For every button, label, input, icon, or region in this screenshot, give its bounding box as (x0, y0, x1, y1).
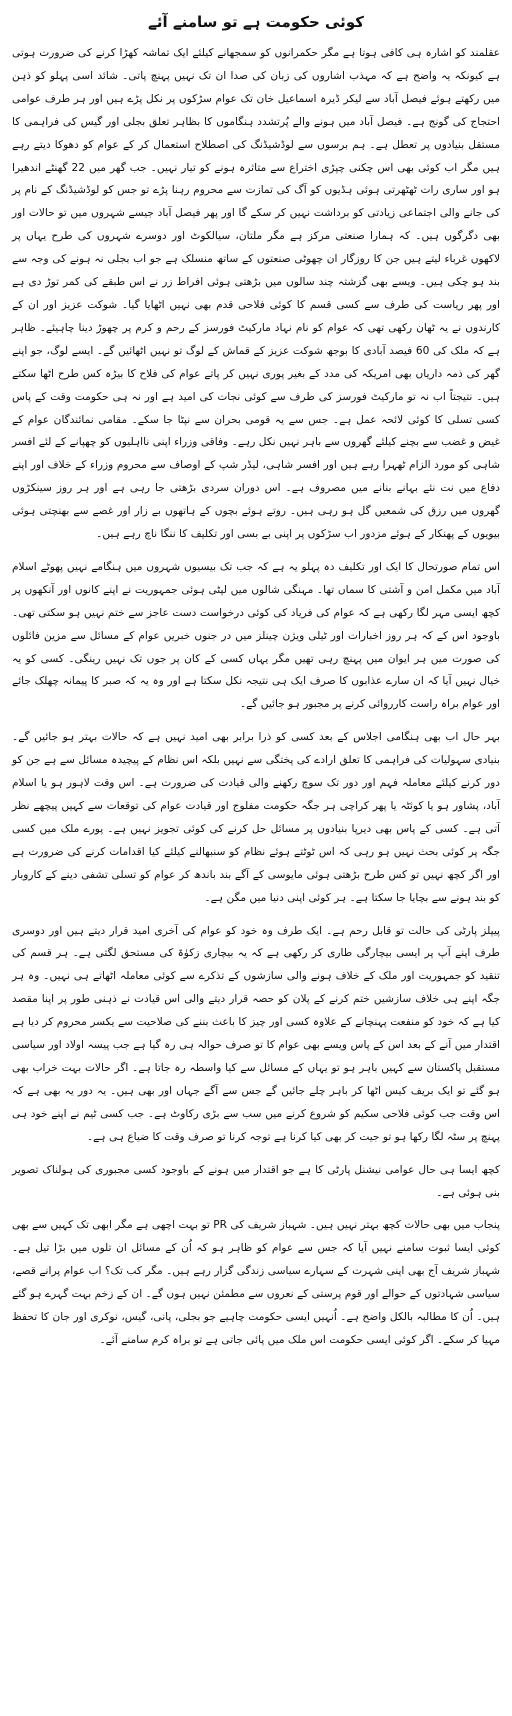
article-paragraph: اس تمام صورتحال کا ایک اور تکلیف دہ پہلو یہ ہے کہ جب تک بیسیوں شہروں میں ہنگامے نہیں پھوٹے اسلام آباد میں مکمل امن و آشتی کا سماں تھا۔ مہنگی شالوں میں لپٹی ہوئی جمہوریت نے اپنے کانوں اور آنکھوں پر کچھ ایسی مہر لگا رکھی ہے کہ عوام کی فریاد کی کوئی درخواست دست عاجز سے ختم نہیں ہو سکتی تھی۔ باوجود اس کے کہ ہر روز اخبارات اور ٹیلی ویژن چینلز میں در جنوں خبریں عوام کے مسائل سے مزین فائلوں کی صورت میں ہر ایوان میں پہنچ رہی تھیں مگر یہاں کسی کے کان پر جوں تک نہیں رینگی۔ کسی کو یہ خیال نہیں آیا کہ ان سارے عذابوں کا صرف ایک ہی نتیجہ نکل سکتا ہے اور وہ یہ کہ صبر کا پیمانہ چھلک جائے اور عوام براہ راست کارروائی کرنے پر مجبور ہو جائیں گے۔ (12, 560, 500, 711)
article-paragraph: پیپلز پارٹی کی حالت تو قابل رحم ہے۔ ایک طرف وہ خود کو عوام کی آخری امید قرار دیتے ہیں اور دوسری طرف اپنے آپ پر ایسی بیچارگی طاری کر رکھی ہے کہ یہ بیچاری زکوٰۃ کی مستحق لگتی ہے۔ ہر قسم کی تنقید کو جمہوریت اور ملک کے خلاف ہونے والی سازشوں کے تذکرے سے کوئی معاملہ اٹھاتے ہی نہیں۔ وہ ہر جگہ اپنے ہی خلاف سازشیں ختم کرنے کے پلان کو حصہ قرار دیتے والی اس قیادت نے ذہنی طور پر اپنا مقصد کیا ہے کہ خود کو منفعت پہنچانے کے علاوہ کسی اور چیز کا باعث بننے کی صلاحیت سے یکسر محروم کر دیا ہے اقتدار میں آنے کے بعد اس کے پاس ویسے بھی عوام کا تو صرف حوالہ ہی رہ گیا ہے جب پیسہ اولاد اور سیاسی مستقبل پاکستان سے کہیں باہر ہو تو یہاں کے مسائل سے کیا واسطہ رہ جاتا ہے۔ اگر حالات بہت خراب بھی ہو گئے تو ایک بریف کیس اٹھا کر باہر چلے جائیں گے جس سے آگے جہاں اور بھی ہیں۔ یہ دور یہ بھی ہے کہ اس وقت جب کوئی فلاحی سکیم کو شروع کرنے میں سب سے بڑی رکاوٹ ہے۔ جب کسی ٹیم نے اپنے خود ہی پہنچ پر سٹہ لگا رکھا ہو تو جیت کر بھی کیا کرنا ہے توجہ کرنا تو صرف وقت کا ضیاع ہی ہے۔ (12, 924, 500, 1143)
article-title: کوئی حکومت ہے تو سامنے آئے (148, 13, 364, 31)
article-paragraph: پنجاب میں بھی حالات کچھ بہتر نہیں ہیں۔ شہباز شریف کی PR تو بہت اچھی ہے مگر ابھی تک کہیں سے بھی کوئی ایسا ثبوت سامنے نہیں آیا کہ جس سے عوام کو ظاہر ہو کہ اُن کے مسائل ان تلوں میں بڑا تیل ہے۔ شہباز شریف آج بھی اپنی شہرت کے سہارے سیاسی زندگی گزار رہے ہیں۔ مگر کب تک؟ اب عوام پرانے قصے، سیاسی شہادتوں کے حوالے اور قوم پرستی کے نعروں سے مطمئن نہیں ہوں گے۔ ان کے زخم بہت گہرے ہو گئے ہیں۔ اُن کا مطالبہ بالکل واضح ہے۔ اُنہیں ایسی حکومت چاہیے جو بجلی، پانی، گیس، نوکری اور جان کا تحفظ مہیا کر سکے۔ اگر کوئی ایسی حکومت اس ملک میں پائی جاتی ہے تو براہ کرم سامنے آئے۔ (12, 1219, 500, 1346)
article-paragraph: عقلمند کو اشارہ ہی کافی ہوتا ہے مگر حکمرانوں کو سمجھانے کیلئے ایک تماشہ کھڑا کرنے کی ضرورت ہوتی ہے کیونکہ یہ واضح ہے کہ مہذب اشاروں کی زبان کی صدا ان تک نہیں پہنچ پاتی۔ شائد اسی پہلو کو ذہن میں رکھتے ہوئے فیصل آباد سے لیکر ڈیرہ اسماعیل خان تک عوام سڑکوں پر نکل پڑے ہیں اور ہر طرف عوامی احتجاج کی گونج ہے۔ فیصل آباد میں ہونے والے پُرتشدد ہنگاموں کا بظاہر تعلق بجلی اور گیس کی فراہمی کا مستقل بنیادوں پر تعطل ہے۔ ہم برسوں سے لوڈشیڈنگ کی اصطلاح استعمال کر کے عوام کو دھوکا دیتے رہے ہیں مگر اب کوئی بھی اس چکنی چپڑی اختراع سے متاثرہ ہونے کو تیار نہیں۔ جب گھر میں 22 گھنٹے اندھیرا ہو اور ساری رات ٹھٹھرتی ہوئی ہڈیوں کو آگ کی تمازت سے محروم رہنا پڑے تو جس کو لوڈشیڈنگ کے نام پر کی جانے والی اجتماعی زیادتی کو برداشت نہیں کر سکے گا اور پھر فیصل آباد جیسے شہروں میں تو حالات اور بھی دگرگوں ہیں۔ کہ ہمارا صنعتی مرکز ہے مگر ملتان، سیالکوٹ اور دوسرے شہروں کی طرح یہاں پر لاکھوں غرباء لیتے ہیں جن کا روزگار ان چھوٹی صنعتوں کے ساتھ منسلک ہے جو اب بجلی نہ ہونے کی وجہ سے بند ہو چکی ہیں۔ ویسے بھی گزشتہ چند سالوں میں بڑھتی ہوئی افراط زر نے اس طبقے کی کمر توڑ دی ہے اور پھر ریاست کی طرف سے کسی قسم کا کوئی فلاحی قدم بھی نہیں اٹھایا گیا۔ شوکت عزیز اور ان کے کارندوں نے یہ ٹھان رکھی تھی کہ عوام کو نام نہاد مارکیٹ فورسز کے رحم و کرم پر چھوڑ دینا چاہیئے۔ ظاہر ہے کہ ملک کی 60 فیصد آبادی کا بوجھ شوکت عزیز کے قماش کے لوگ تو نہیں اٹھائیں گے۔ ایسے لوگ، جو اپنے گھر کی ذمہ داریاں بھی امریکہ کی مدد کے بغیر پوری نہیں کر پاتے عوام کی فلاح کا بیڑہ کس طرح اٹھا سکتے ہیں۔ نتیجتاً اب نہ تو مارکیٹ فورسز کی طرف سے کوئی نجات کی امید ہے اور نہ ہی حکومت وقت کے پاس کسی تسلی کا کوئی لائحہ عمل ہے۔ جس سے یہ قومی بحران سے نپٹا جا سکے۔ مقامی نمائندگان عوام کے غیض و غضب سے بچنے کیلئے گھروں سے باہر نہیں نکل رہے۔ وفاقی وزراء اپنی نااہلیوں کو چھپانے کے لئے افسر شاہی کو مورد الزام ٹھہرا رہے ہیں اور افسر شاہی، لیڈر شپ کے اوصاف سے محروم وزراء کے خلاف اور اپنے دفاع میں نت نئے بہانے بنانے میں مصروف ہے۔ اس دوران سردی بڑھتی جا رہی ہے اور ہر روز سینکڑوں گھروں میں رزق کی شمعیں گل ہو رہی ہیں۔ روتے ہوئے بچوں کے ہاتھوں بے زار اور غصے سے بھنچتی ہوئی بیویوں کے پھنکار کے ہوئے مزدور اب سڑکوں پر اپنی بے بسی اور تکلیف کا ننگا ناچ رہے ہیں۔ (12, 47, 500, 541)
article-paragraph: کچھ ایسا ہی حال عوامی نیشنل پارٹی کا ہے جو اقتدار میں ہونے کے باوجود کسی مجبوری کی ہولناک تصویر بنی ہوئی ہے۔ (12, 1163, 500, 1199)
article-paragraph: بہر حال اب بھی ہنگامی اجلاس کے بعد کسی کو ذرا برابر بھی امید نہیں ہے کہ حالات بہتر ہو جائیں گے۔ بنیادی سہولیات کی فراہمی کا تعلق ارادے کی پختگی سے نہیں بلکہ اس نظام کے پیچیدہ مسائل سے ہے جن کو دور کرنے کیلئے معاملہ فہم اور دور تک سوچ رکھنے والی قیادت کی ضرورت ہے۔ اس وقت لاہور ہو یا اسلام آباد، پشاور ہو یا کوئٹہ یا پھر کراچی ہر جگہ حکومت مفلوج اور قیادت عوام کی توقعات سے کہیں پیچھے نظر آتی ہے۔ کسی کے پاس بھی دیرپا بنیادوں پر مسائل حل کرنے کی کوئی تجویز نہیں ہے۔ پورے ملک میں کسی جگہ پر کوئی بحث نہیں ہو رہی کہ اس ٹوٹتے ہوئے نظام کو سنبھالنے کیلئے کیا اقدامات کرنے کی ضرورت ہے اور اگر کچھ نہیں تو کس طرح بڑھتی ہوئی مایوسی کے آگے بند باندھ کر عوام کو تسلی تشفی دینے کے کاروبار کو بند ہونے سے بچایا جا سکتا ہے۔ ہر کوئی اپنی دنیا میں مگن ہے۔ (12, 731, 500, 904)
